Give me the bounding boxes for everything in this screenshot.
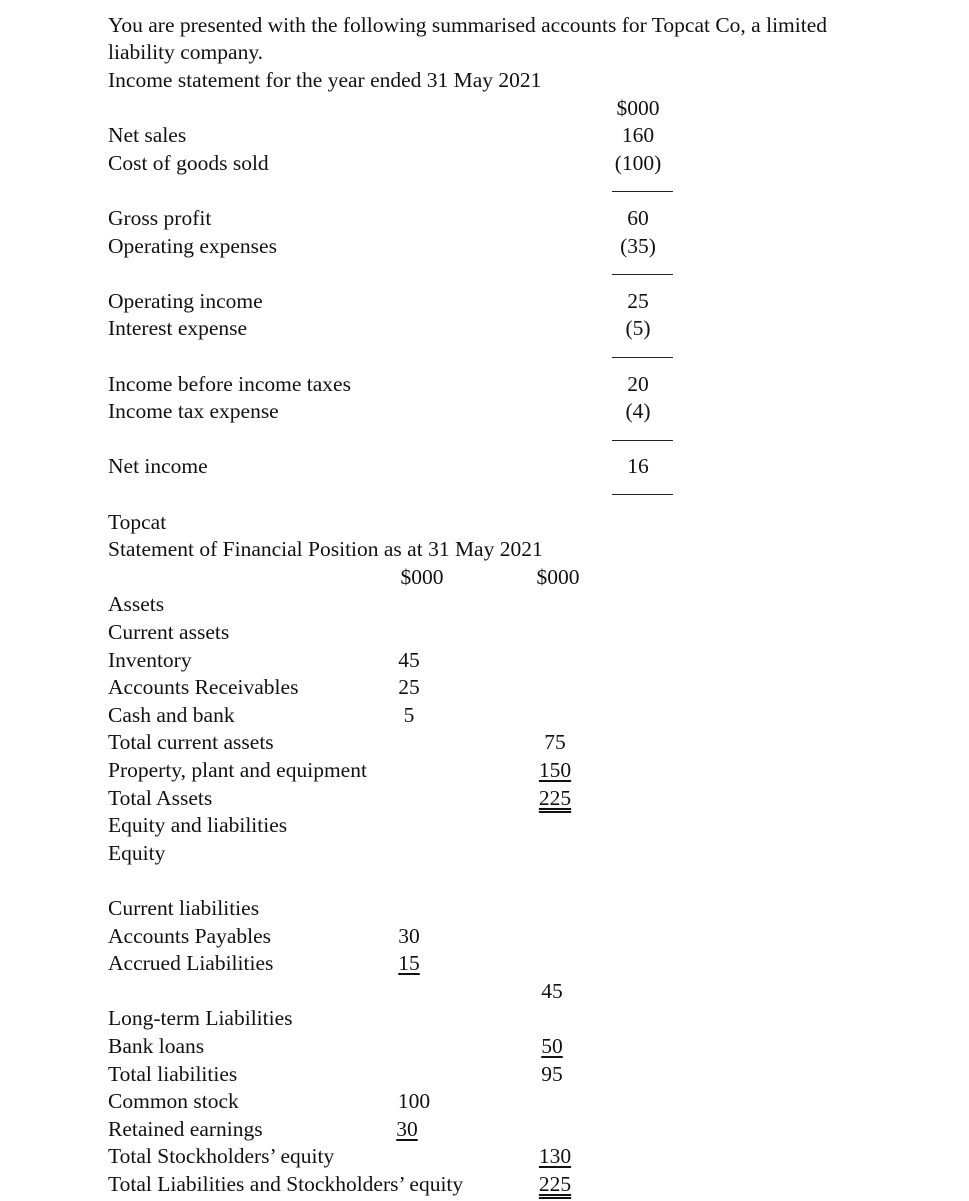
rule-divider [612,357,673,358]
sfp-label-ppe: Property, plant and equipment [108,758,367,782]
sfp-label-common-stock: Common stock [108,1089,239,1113]
is-label-income-before-taxes: Income before income taxes [108,372,351,396]
sfp-value-current-liabilities-total: 45 [541,979,563,1003]
sfp-value-total-current-assets: 75 [544,730,566,754]
intro-line-1: You are presented with the following summarised accounts for Topcat Co, a limited [108,13,828,37]
sfp-value-retained-earnings: 30 [396,1117,418,1141]
sfp-value-inventory: 45 [398,648,420,672]
is-value-operating-income: 25 [627,289,649,313]
is-value-net-income: 16 [627,454,649,478]
is-value-operating-expenses: (35) [620,234,656,258]
sfp-value-total-liabilities: 95 [541,1062,563,1086]
sfp-value-total-liabilities-equity: 225 [538,1172,572,1196]
is-label-net-sales: Net sales [108,123,187,147]
rule-divider [612,440,673,441]
sfp-title: Statement of Financial Position as at 31 May 2021 [108,537,543,561]
sfp-current-liabilities-heading: Current liabilities [108,896,260,920]
sfp-value-cash: 5 [403,703,415,727]
income-statement-title: Income statement for the year ended 31 May 2021 [108,68,542,92]
sfp-company: Topcat [108,510,167,534]
sfp-value-total-equity: 130 [538,1144,572,1168]
sfp-long-term-liabilities-heading: Long-term Liabilities [108,1006,293,1030]
is-label-operating-income: Operating income [108,289,263,313]
is-label-cogs: Cost of goods sold [108,151,269,175]
sfp-label-accrued: Accrued Liabilities [108,951,274,975]
sfp-value-accrued: 15 [398,951,420,975]
rule-divider [612,494,673,495]
sfp-unit-col2: $000 [536,565,580,589]
is-label-net-income: Net income [108,454,208,478]
intro-line-2: liability company. [108,40,264,64]
income-unit-header: $000 [616,96,660,120]
is-label-interest-expense: Interest expense [108,316,248,340]
is-value-interest-expense: (5) [625,316,651,340]
sfp-unit-col1: $000 [400,565,444,589]
sfp-value-common-stock: 100 [397,1089,431,1113]
sfp-value-total-assets: 225 [538,786,572,810]
sfp-value-payables: 30 [398,924,420,948]
is-label-operating-expenses: Operating expenses [108,234,277,258]
sfp-label-bank-loans: Bank loans [108,1034,205,1058]
sfp-label-retained-earnings: Retained earnings [108,1117,263,1141]
is-label-gross-profit: Gross profit [108,206,212,230]
is-value-net-sales: 160 [621,123,655,147]
sfp-label-total-liabilities-equity: Total Liabilities and Stockholders’ equity [108,1172,464,1196]
sfp-label-total-liabilities: Total liabilities [108,1062,238,1086]
is-label-income-tax-expense: Income tax expense [108,399,279,423]
sfp-current-assets-heading: Current assets [108,620,230,644]
sfp-label-payables: Accounts Payables [108,924,272,948]
sfp-assets-heading: Assets [108,592,165,616]
sfp-label-total-current-assets: Total current assets [108,730,274,754]
is-value-gross-profit: 60 [627,206,649,230]
is-value-income-before-taxes: 20 [627,372,649,396]
is-value-cogs: (100) [614,151,662,175]
sfp-value-bank-loans: 50 [541,1034,563,1058]
sfp-value-ppe: 150 [538,758,572,782]
sfp-label-total-assets: Total Assets [108,786,213,810]
is-value-income-tax-expense: (4) [625,399,651,423]
sfp-equity-liabilities-heading: Equity and liabilities [108,813,288,837]
rule-divider [612,274,673,275]
sfp-label-total-equity: Total Stockholders’ equity [108,1144,335,1168]
rule-divider [612,191,673,192]
sfp-equity-heading: Equity [108,841,166,865]
sfp-label-cash: Cash and bank [108,703,235,727]
sfp-value-receivables: 25 [398,675,420,699]
sfp-label-receivables: Accounts Receivables [108,675,299,699]
sfp-label-inventory: Inventory [108,648,192,672]
